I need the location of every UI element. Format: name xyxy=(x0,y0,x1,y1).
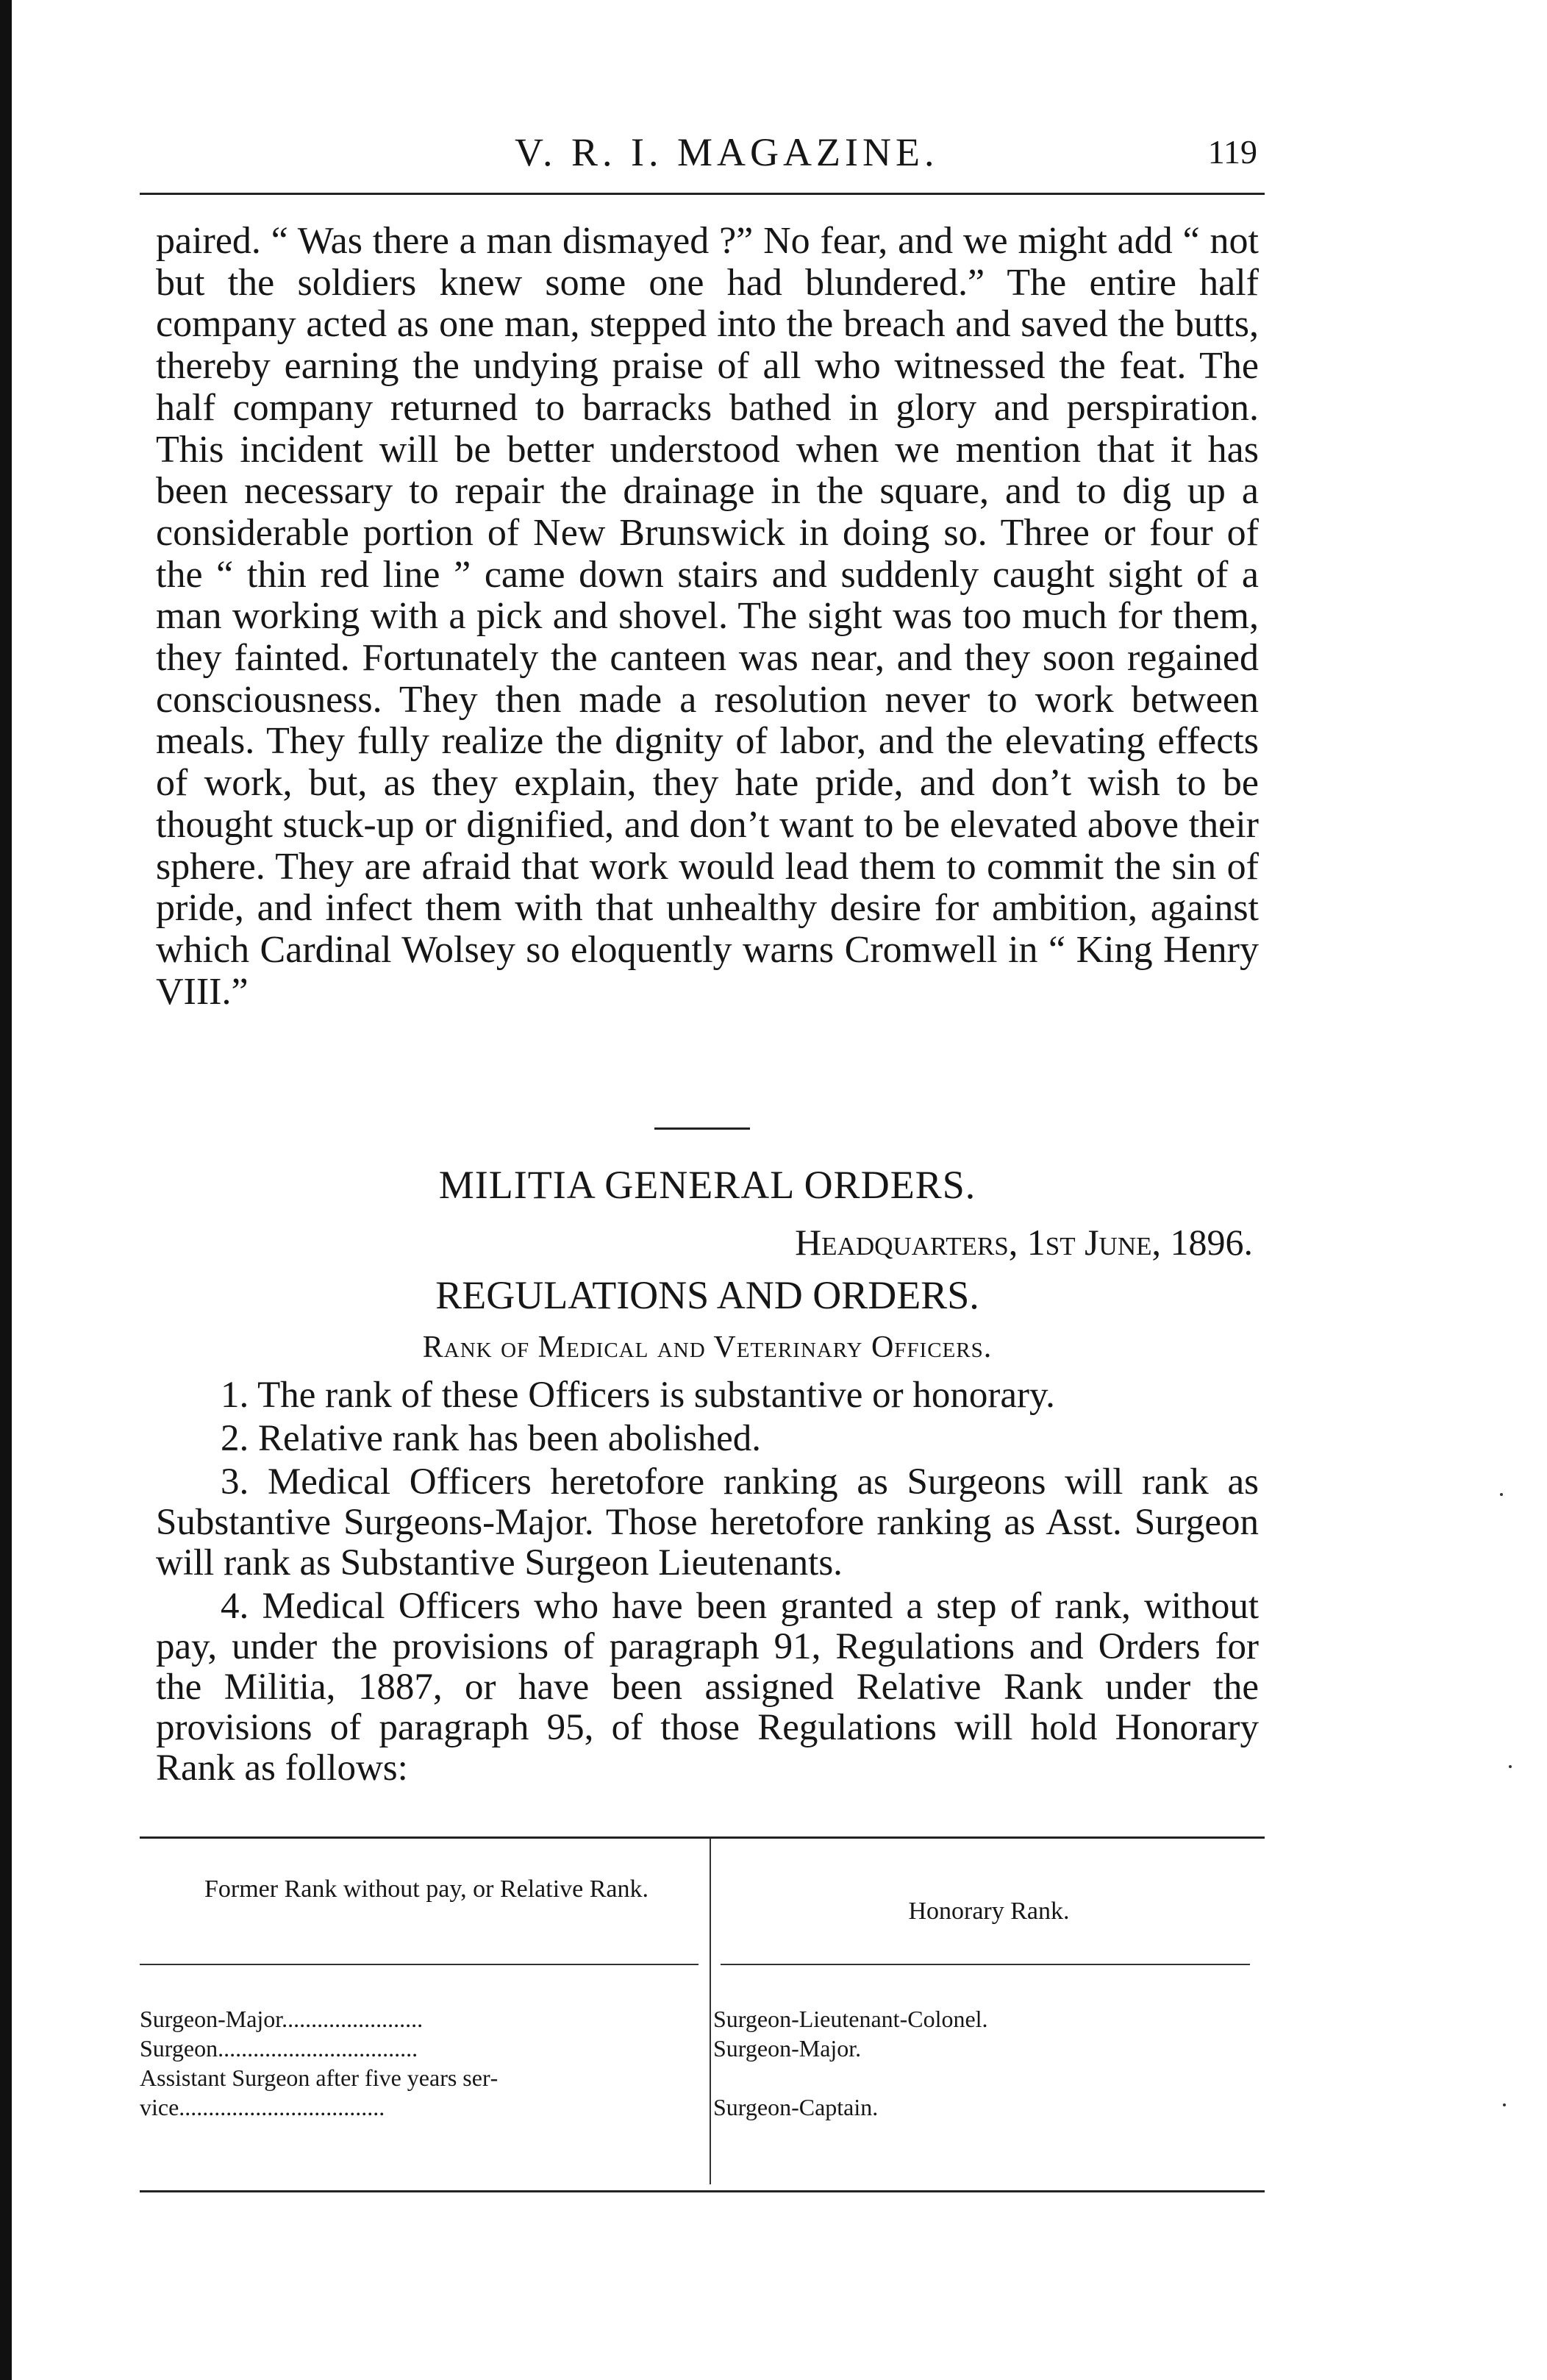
order-item: 2. Relative rank has been abolished. xyxy=(221,1418,762,1459)
subheading: REGULATIONS AND ORDERS. xyxy=(435,1273,979,1317)
running-header xyxy=(147,129,1257,181)
rank-table-body xyxy=(140,2004,1265,2122)
scan-edge-bar xyxy=(0,0,12,2380)
order-item: 1. The rank of these Officers is substantive or honorary. xyxy=(221,1375,1055,1416)
order-item: 4. Medical Officers who have been granted a step of rank, without pay, under the provisions of paragraph 91, Regulations and Orders for the Militia, 1887, or have been assigned Relative Rank under the provisions of paragraph 95, of those Regulations will hold Honorary Rank as follows: xyxy=(156,1586,1259,1789)
dateline-text: Headquarters, 1st June, 1896. xyxy=(795,1222,1253,1263)
table-header-rule-right xyxy=(721,1964,1250,1965)
table-bottom-rule xyxy=(140,2190,1265,2192)
table-row xyxy=(140,2034,1265,2063)
table-header-rule-left xyxy=(140,1964,699,1965)
header-rule xyxy=(140,193,1265,195)
former-rank-cell: Surgeon.................................. xyxy=(140,2035,418,2062)
scan-speck xyxy=(1503,2103,1506,2106)
orders-list xyxy=(156,1375,1259,1792)
honorary-rank-cell: Surgeon-Major. xyxy=(713,2035,862,2062)
table-header-former-rank: Former Rank without pay, or Relative Rank. xyxy=(204,1875,649,1903)
order-item: 3. Medical Officers heretofore ranking as Surgeons will rank as Substantive Surgeons-Major. Those heretofore ranking as Asst. Surgeon will rank as Substantive Surgeon Lieutenants. xyxy=(156,1461,1259,1583)
honorary-rank-cell: Surgeon-Lieutenant-Colonel. xyxy=(713,2006,988,2032)
magazine-title: V. R. I. MAGAZINE. xyxy=(515,130,939,174)
sub-subheading: Rank of Medical and Veterinary Officers. xyxy=(422,1330,993,1364)
former-rank-cell: Surgeon-Major........................ xyxy=(140,2006,424,2032)
scan-speck xyxy=(1500,1493,1503,1496)
dateline xyxy=(795,1221,1253,1264)
table-row xyxy=(140,2063,1265,2122)
table-top-rule xyxy=(140,1836,1265,1839)
page-number: 119 xyxy=(1207,133,1257,171)
former-rank-cell: Assistant Surgeon after five years service................................... xyxy=(140,2064,499,2120)
scan-speck xyxy=(1509,1765,1512,1768)
table-row xyxy=(140,2004,1265,2034)
article-paragraph: paired. “ Was there a man dismayed ?” No fear, and we might add “ not but the soldiers knew some one had blundered.” The entire half company acted as one man, stepped into the breach and saved the butts, thereby earning the undying praise of all who witnessed the feat. The half company returned to barracks bathed in glory and perspiration. This incident will be better understood when we mention that it has been necessary to repair the drainage in the square, and to dig up a considerable portion of New Brunswick in doing so. Three or four of the “ thin red line ” came down stairs and suddenly caught sight of a man working with a pick and shovel. The sight was too much for them, they fainted. Fortunately the canteen was near, and they soon regained consciousness. They then made a resolution never to work between meals. They fully realize the dignity of labor, and the elevating effects of work, but, as they explain, they hate pride, and don’t wish to be thought stuck-up or dignified, and don’t want to be elevated above their sphere. They are afraid that work would lead them to commit the sin of pride, and infect them with that unhealthy desire for ambition, against which Cardinal Wolsey so eloquently warns Cromwell in “ King Henry VIII.” xyxy=(156,220,1259,1013)
table-header-honorary-rank: Honorary Rank. xyxy=(908,1898,1070,1925)
section-divider xyxy=(654,1127,750,1130)
honorary-rank-cell: Surgeon-Captain. xyxy=(713,2094,879,2120)
section-heading: MILITIA GENERAL ORDERS. xyxy=(438,1163,976,1207)
